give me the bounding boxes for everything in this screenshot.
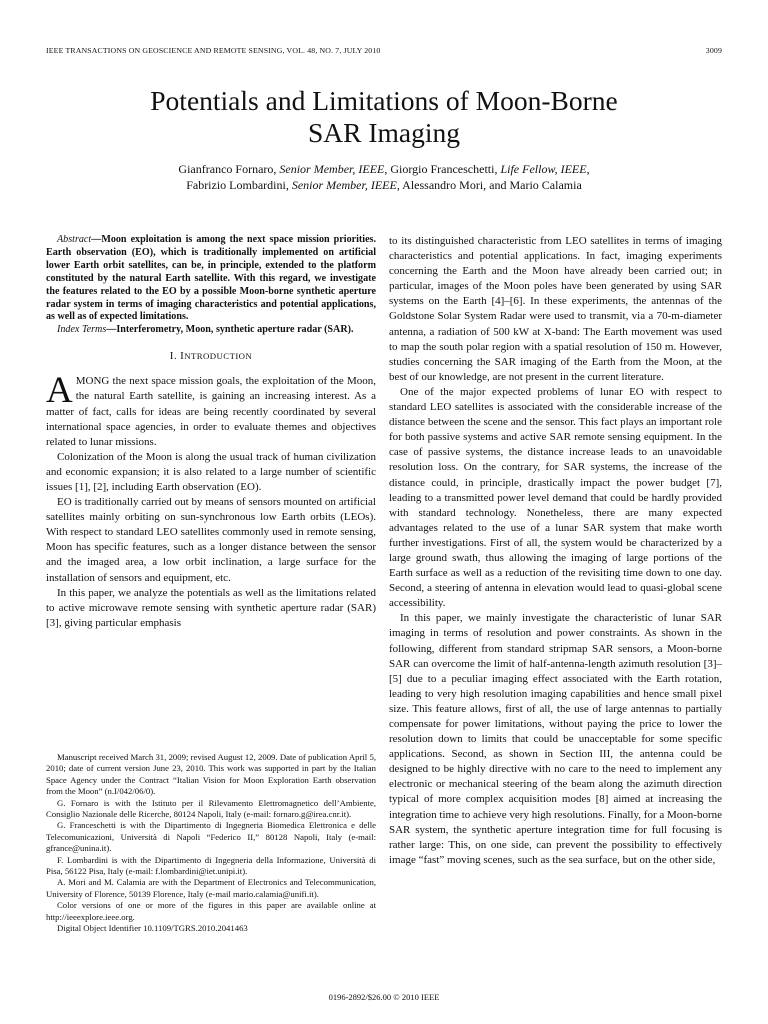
right-paragraph-3: In this paper, we mainly investigate the characteristic of lunar SAR imaging in terms of resolution and power constraints. As shown in the following, different from standard stripmap SAR sensors, a Moon-borne SAR can overcome the limit of half-antenna-length azimuth resolution [3]–[5] due to a peculiar imaging effect associated with the Earth rotation, leading to very high resolution imaging capabilities and hence small pixel size. This feature allows, first of all, the use of large antennas to partially compensate for power limitations, without paying the price to lower the resolution down to limits that could be unacceptable for some specific applications. Second, as shown in Section III, the antenna could be designed to be highly directive with no care to the need to implement any electronic or mechanical steering of the beam along the azimuth direction typical of more complex acquisition modes [8] aimed at increasing the integration time to achieve very high resolutions. Finally, for a Moon-borne SAR system, the synthetic aperture integration time for full focusing is rather large: This, on one side, can prevent the possibility to effectively image “fast” moving scenes, such as the sea surface, but on the other side, [389, 612, 722, 866]
footnote-mori-calamia: A. Mori and M. Calamia are with the Department of Electronics and Telecommunication, University of Florence, 50139 Florence, Italy (e-mail mario.calamia@unifi.it). [46, 877, 376, 899]
title-line-2: SAR Imaging [307, 117, 460, 148]
intro-paragraph-4: In this paper, we analyze the potentials as well as the limitations related to active microwave remote sensing with synthetic aperture radar (SAR) [3], giving particular emphasis [46, 586, 376, 629]
footnote-manuscript: Manuscript received March 31, 2009; revised August 12, 2009. Date of publication April 5, 2010; date of current version June 23, 2010. This work was supported in part by the Italian Space Agency under the Contract “Italian Vision for Moon Exploration Earth observation from the Moon” (n.I/042/06/0). [46, 752, 376, 797]
title-line-1: Potentials and Limitations of Moon-Borne [150, 85, 618, 116]
abstract-text: Moon exploitation is among the next space mission priorities. Earth observation (EO), which is traditionally implemented on artificial lower Earth orbit satellites, can be, in principle, extended to the platform constituted by the natural Earth satellite. With this regard, we investigate the features related to the EO by a possible Moon-borne synthetic aperture radar system in terms of imaging characteristics and potential applications, as well as of expected limitations. [46, 234, 376, 323]
index-terms: Index Terms—Interferometry, Moon, synthetic aperture radar (SAR). [57, 324, 354, 336]
author-list [46, 161, 722, 193]
section-numeral: I. [169, 350, 178, 363]
right-paragraph-2: One of the major expected problems of lunar EO with respect to standard LEO satellites is associated with the considerable increase of the distance between the scene and the sensor. This fact plays an important role for both passive systems and active SAR remote sensing equipment. In the case of passive systems, the distance increase leads to an unavoidable resolution loss. On the contrary, for SAR systems, the increase of the distance could, in principle, drastically impact the power budget [7], leading to a transmitted power level demand that could be hardly provided with standard technology. Nonetheless, there are many expected advantages related to the use of a lunar SAR system that make worth further investigations. First of all, the system would be characterized by a large ground swath, thus allowing the imaging of large portions of the Earth surface as well as a reduction of the revisiting time down to one day. Second, a steering of antenna in elevation would lead to quasi-global scene accessibility. [389, 385, 722, 610]
footnote-doi: Digital Object Identifier 10.1109/TGRS.2010.2041463 [57, 923, 248, 934]
copyright-footer: 0196-2892/$26.00 © 2010 IEEE [328, 992, 440, 1002]
running-header [46, 46, 722, 55]
intro-paragraph-2: Colonization of the Moon is along the usual track of human civilization and economic expansion; it is also related to a large number of scientific issues [1], [2], including Earth observation (EO). [46, 450, 376, 493]
abstract-label: Abstract [57, 234, 92, 245]
footnotes [46, 752, 376, 935]
right-paragraph-1: to its distinguished characteristic from LEO satellites in terms of imaging characteristics and potential applications. In fact, imaging experiments concerning the Earth and the Moon have already been carried out; in particular, images of the Moon poles have been generated by using SAR systems on the Earth [4]–[6]. In these experiments, the antennas of the Goldstone Solar System Radar were used to transmit, via a 70-m-diameter antenna, a radiation of 500 kW at X-band: The Earth movement was used to map the south polar region with a spatial resolution of 150 m. However, studies concerning the SAR imaging of the Earth from the Moon, at the best of our knowledge, are not present in the current literature. [389, 235, 722, 383]
paper-title [46, 85, 722, 149]
intro-paragraph-1: AMONG the next space mission goals, the exploitation of the Moon, the natural Earth satellite, is gaining an increasing interest. As a matter of fact, calls for ideas are being recently coordinated by several international space agencies, in order to evaluate themes and objectives related to lunar missions. [46, 370, 376, 448]
journal-name: IEEE TRANSACTIONS ON GEOSCIENCE AND REMOTE SENSING, VOL. 48, NO. 7, JULY 2010 [46, 46, 381, 55]
footnote-color-versions: Color versions of one or more of the figures in this paper are available online at http://ieeexplore.ieee.org. [46, 900, 376, 922]
abstract: Abstract—Moon exploitation is among the next space mission priorities. Earth observation (EO), which is traditionally implemented on artificial lower Earth orbit satellites, can be, in principle, extended to the platform constituted by the natural Earth satellite. With this regard, we investigate the features related to the EO by a possible Moon-borne synthetic aperture radar system in terms of imaging characteristics and potential applications, as well as of expected limitations. [46, 234, 376, 323]
authors-line-1: Gianfranco Fornaro, Senior Member, IEEE, Giorgio Franceschetti, Life Fellow, IEEE, [178, 162, 590, 176]
section-title: INTRODUCTION [180, 350, 253, 363]
drop-cap: A [46, 370, 73, 412]
footnote-franceschetti: G. Franceschetti is with the Dipartimento di Ingegneria Biomedica Elettronica e delle Telecomunicazioni, Università di Napoli “Federico II,” 80128 Napoli, Italy (e-mail: gfrance@unina.it). [46, 820, 376, 854]
footnote-lombardini: F. Lombardini is with the Dipartimento di Ingegneria della Informazione, Università di Pisa, 56122 Pisa, Italy (e-mail: f.lombardini@iet.unipi.it). [46, 854, 376, 877]
footnote-fornaro: G. Fornaro is with the Istituto per il Rilevamento Elettromagnetico dell’Ambiente, Consiglio Nazionale delle Ricerche, 80124 Napoli, Italy (e-mail: fornaro.g@irea.cnr.it). [46, 797, 376, 820]
page-number: 3009 [705, 46, 722, 55]
left-column [46, 234, 376, 631]
authors-line-2: Fabrizio Lombardini, Senior Member, IEEE, Alessandro Mori, and Mario Calamia [186, 178, 582, 192]
index-terms-text: Interferometry, Moon, synthetic aperture radar (SAR). [116, 324, 354, 336]
section-heading-introduction [46, 349, 376, 364]
right-column [389, 234, 722, 868]
intro-paragraph-3: EO is traditionally carried out by means of sensors mounted on artificial satellites mainly orbiting on sun-synchronous low Earth orbits (LEOs). With respect to standard LEO satellites commonly used in remote sensing, Moon has specific features, such as a longer distance between the sensor and the imaged area, a low orbit inclination, a large surface for the installation of sensors and equipment, etc. [46, 496, 376, 584]
index-terms-label: Index Terms [57, 324, 107, 336]
